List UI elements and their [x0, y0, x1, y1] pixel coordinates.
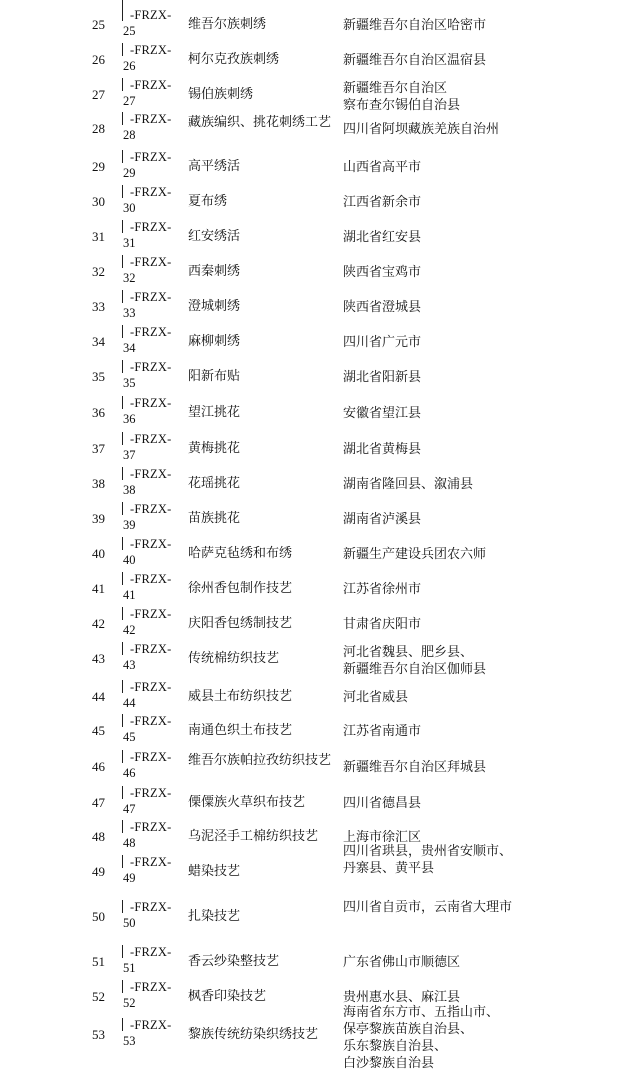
row-number: 39: [92, 511, 105, 526]
row-code-suffix: 37: [123, 448, 136, 462]
row-item-name: 传统棉纺织技艺: [188, 651, 280, 666]
row-item-name: 徐州香包制作技艺: [188, 581, 293, 596]
row-number: 42: [92, 616, 105, 631]
row-item-name: 哈萨克毡绣和布绣: [188, 546, 293, 561]
row-number: 36: [92, 405, 105, 420]
row-code: -FRZX-: [130, 680, 172, 694]
row-code-suffix: 30: [123, 201, 136, 215]
row-item-name: 阳新布贴: [188, 369, 241, 384]
row-number: 49: [92, 864, 105, 879]
row-number: 40: [92, 546, 105, 561]
row-number: 46: [92, 759, 105, 774]
row-code-suffix: 50: [123, 916, 136, 930]
row-bar: [122, 8, 123, 21]
row-item-name: 麻柳刺绣: [188, 334, 241, 349]
row-bar: [122, 607, 123, 620]
row-code: -FRZX-: [130, 185, 172, 199]
row-location: 江西省新余市: [343, 195, 422, 210]
row-item-name: 望江挑花: [188, 405, 241, 420]
row-bar: [122, 945, 123, 958]
row-code-suffix: 46: [123, 766, 136, 780]
row-item-name: 澄城刺绣: [188, 299, 241, 314]
row-code-suffix: 36: [123, 412, 136, 426]
row-number: 52: [92, 989, 105, 1004]
row-number: 41: [92, 581, 105, 596]
row-number: 32: [92, 264, 105, 279]
row-location: 甘肃省庆阳市: [343, 617, 422, 632]
row-bar: [122, 432, 123, 445]
row-code-suffix: 40: [123, 553, 136, 567]
row-number: 51: [92, 954, 105, 969]
row-bar: [122, 1018, 123, 1031]
row-code: -FRZX-: [130, 8, 172, 22]
row-number: 33: [92, 299, 105, 314]
row-number: 34: [92, 334, 105, 349]
row-item-name: 锡伯族刺绣: [188, 87, 254, 102]
row-bar: [122, 855, 123, 868]
row-code: -FRZX-: [130, 945, 172, 959]
row-number: 47: [92, 795, 105, 810]
row-code: -FRZX-: [130, 572, 172, 586]
row-item-name: 藏族编织、挑花刺绣工艺: [188, 115, 332, 130]
row-bar: [122, 43, 123, 56]
row-code: -FRZX-: [130, 360, 172, 374]
row-code-suffix: 28: [123, 128, 136, 142]
row-number: 35: [92, 369, 105, 384]
row-code: -FRZX-: [130, 786, 172, 800]
row-location: 河北省威县: [343, 690, 409, 705]
row-bar: [122, 572, 123, 585]
row-number: 25: [92, 17, 105, 32]
row-location: 四川省自贡市，云南省大理市: [343, 900, 513, 915]
row-bar: [122, 78, 123, 91]
row-location: 湖南省隆回县、溆浦县: [343, 477, 474, 492]
row-bar: [122, 220, 123, 233]
row-number: 50: [92, 909, 105, 924]
row-code: -FRZX-: [130, 820, 172, 834]
row-item-name: 威县土布纺织技艺: [188, 689, 293, 704]
row-code: -FRZX-: [130, 714, 172, 728]
row-number: 43: [92, 651, 105, 666]
row-code: -FRZX-: [130, 467, 172, 481]
row-item-name: 黄梅挑花: [188, 441, 241, 456]
row-code: -FRZX-: [130, 290, 172, 304]
row-bar: [122, 502, 123, 515]
row-code: -FRZX-: [130, 502, 172, 516]
row-location: 湖北省阳新县: [343, 370, 422, 385]
row-code: -FRZX-: [130, 1018, 172, 1032]
row-code-suffix: 51: [123, 961, 136, 975]
row-bar: [122, 255, 123, 268]
row-location: 新疆生产建设兵团农六师: [343, 547, 487, 562]
row-code: -FRZX-: [130, 396, 172, 410]
row-code: -FRZX-: [130, 642, 172, 656]
row-code: -FRZX-: [130, 43, 172, 57]
row-bar: [122, 112, 123, 125]
row-number: 31: [92, 229, 105, 244]
row-code: -FRZX-: [130, 78, 172, 92]
row-location: 上海市徐汇区: [343, 830, 422, 845]
row-location: 陕西省澄城县: [343, 300, 422, 315]
row-code-suffix: 53: [123, 1034, 136, 1048]
row-bar: [122, 714, 123, 727]
row-number: 29: [92, 159, 105, 174]
row-code: -FRZX-: [130, 325, 172, 339]
row-location: 四川省珙县，贵州省安顺市、 丹寨县、黄平县: [343, 844, 513, 876]
row-code-suffix: 44: [123, 696, 136, 710]
row-item-name: 夏布绣: [188, 194, 228, 209]
row-code: -FRZX-: [130, 900, 172, 914]
row-item-name: 傈僳族火草织布技艺: [188, 795, 306, 810]
row-item-name: 花瑶挑花: [188, 476, 241, 491]
row-item-name: 柯尔克孜族刺绣: [188, 52, 280, 67]
row-number: 38: [92, 476, 105, 491]
row-bar: [122, 290, 123, 303]
row-bar: [122, 980, 123, 993]
row-code-suffix: 34: [123, 341, 136, 355]
row-number: 30: [92, 194, 105, 209]
row-number: 48: [92, 829, 105, 844]
row-code: -FRZX-: [130, 220, 172, 234]
row-code-suffix: 48: [123, 836, 136, 850]
row-item-name: 红安绣活: [188, 229, 241, 244]
row-bar: [122, 750, 123, 763]
row-bar: [122, 642, 123, 655]
row-code-suffix: 52: [123, 996, 136, 1010]
row-bar: [122, 185, 123, 198]
row-number: 26: [92, 52, 105, 67]
row-code-suffix: 25: [123, 24, 136, 38]
row-bar: [122, 467, 123, 480]
row-number: 27: [92, 87, 105, 102]
row-location: 湖北省黄梅县: [343, 442, 422, 457]
row-number: 44: [92, 689, 105, 704]
row-item-name: 苗族挑花: [188, 511, 241, 526]
row-location: 山西省高平市: [343, 160, 422, 175]
row-item-name: 维吾尔族帕拉孜纺织技艺: [188, 753, 332, 768]
row-number: 53: [92, 1027, 105, 1042]
row-bar: [122, 537, 123, 550]
row-code-suffix: 43: [123, 658, 136, 672]
row-code: -FRZX-: [130, 112, 172, 126]
row-item-name: 扎染技艺: [188, 909, 241, 924]
row-location: 新疆维吾尔自治区温宿县: [343, 53, 487, 68]
row-code: -FRZX-: [130, 537, 172, 551]
row-item-name: 黎族传统纺染织绣技艺: [188, 1027, 319, 1042]
row-code-suffix: 38: [123, 483, 136, 497]
row-code: -FRZX-: [130, 150, 172, 164]
row-code-suffix: 49: [123, 871, 136, 885]
row-code: -FRZX-: [130, 432, 172, 446]
row-code-suffix: 32: [123, 271, 136, 285]
row-location: 四川省广元市: [343, 335, 422, 350]
row-code-suffix: 39: [123, 518, 136, 532]
row-item-name: 高平绣活: [188, 159, 241, 174]
row-bar: [122, 820, 123, 833]
row-location: 湖南省泸溪县: [343, 512, 422, 527]
row-location: 江苏省徐州市: [343, 582, 422, 597]
row-code-suffix: 26: [123, 59, 136, 73]
row-location: 江苏省南通市: [343, 724, 422, 739]
row-item-name: 西秦刺绣: [188, 264, 241, 279]
row-code-suffix: 29: [123, 166, 136, 180]
row-location: 新疆维吾尔自治区哈密市: [343, 18, 487, 33]
row-code: -FRZX-: [130, 980, 172, 994]
row-item-name: 枫香印染技艺: [188, 989, 267, 1004]
row-code-suffix: 42: [123, 623, 136, 637]
row-bar: [122, 680, 123, 693]
row-code-suffix: 41: [123, 588, 136, 602]
row-item-name: 维吾尔族刺绣: [188, 17, 267, 32]
row-location: 安徽省望江县: [343, 406, 422, 421]
row-item-name: 南通色织土布技艺: [188, 723, 293, 738]
row-location: 河北省魏县、肥乡县、 新疆维吾尔自治区伽师县: [343, 645, 487, 677]
row-bar: [122, 360, 123, 373]
row-location: 四川省德昌县: [343, 796, 422, 811]
row-bar: [122, 396, 123, 409]
row-location: 新疆维吾尔自治区 察布查尔锡伯自治县: [343, 81, 461, 113]
row-code-suffix: 27: [123, 94, 136, 108]
row-location: 海南省东方市、五指山市、 保亭黎族苗族自治县、 乐东黎族自治县、 白沙黎族自治县: [343, 1005, 500, 1071]
row-bar: [122, 325, 123, 338]
row-location: 贵州惠水县、麻江县: [343, 990, 461, 1005]
row-number: 45: [92, 723, 105, 738]
row-location: 湖北省红安县: [343, 230, 422, 245]
row-location: 新疆维吾尔自治区拜城县: [343, 760, 487, 775]
row-bar: [122, 150, 123, 163]
row-code: -FRZX-: [130, 855, 172, 869]
row-location: 四川省阿坝藏族羌族自治州: [343, 122, 500, 137]
row-location: 广东省佛山市顺德区: [343, 955, 461, 970]
row-bar: [122, 786, 123, 799]
row-item-name: 乌泥泾手工棉纺织技艺: [188, 829, 319, 844]
row-code-suffix: 47: [123, 802, 136, 816]
row-item-name: 蜡染技艺: [188, 864, 241, 879]
row-item-name: 香云纱染整技艺: [188, 954, 280, 969]
row-code-suffix: 33: [123, 306, 136, 320]
row-item-name: 庆阳香包绣制技艺: [188, 616, 293, 631]
row-number: 28: [92, 121, 105, 136]
row-location: 陕西省宝鸡市: [343, 265, 422, 280]
row-code-suffix: 45: [123, 730, 136, 744]
row-code: -FRZX-: [130, 255, 172, 269]
row-number: 37: [92, 441, 105, 456]
row-bar: [122, 900, 123, 913]
row-code-suffix: 35: [123, 376, 136, 390]
row-code: -FRZX-: [130, 750, 172, 764]
row-code-suffix: 31: [123, 236, 136, 250]
row-code: -FRZX-: [130, 607, 172, 621]
